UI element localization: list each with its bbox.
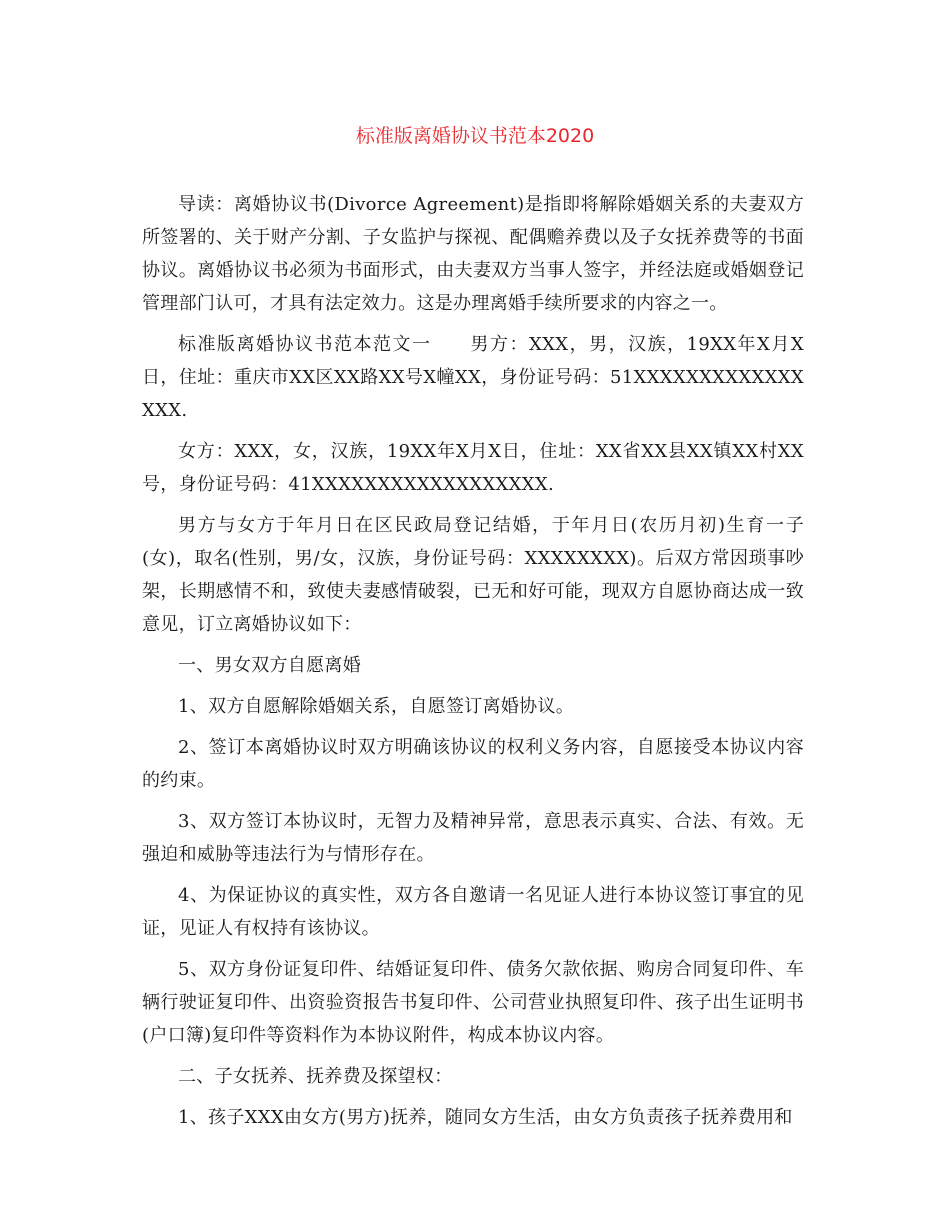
- section-heading-custody: 二、子女抚养、抚养费及探望权：: [178, 1066, 453, 1087]
- document-body: [142, 188, 804, 1142]
- clause-1-5: 5、双方身份证复印件、结婚证复印件、债务欠款依据、购房合同复印件、车辆行驶证复印件、出资验资报告书复印件、公司营业执照复印件、孩子出生证明书(户口簿)复印件等资料作为本协议附件，构成本协议内容。: [142, 959, 804, 1046]
- paragraph-male-party: 标准版离婚协议书范本范文一 男方：XXX，男，汉族，19XX年X月X日，住址：重庆市XX区XX路XX号X幢XX，身份证号码：51XXXXXXXXXXXXXXXX.: [142, 334, 804, 421]
- clause-1-1: 1、双方自愿解除婚姻关系，自愿签订离婚协议。: [178, 696, 575, 717]
- document-title: 标准版离婚协议书范本2020: [355, 125, 595, 147]
- clause-1-4: 4、为保证协议的真实性，双方各自邀请一名见证人进行本协议签订事宜的见证，见证人有权持有该协议。: [142, 885, 804, 939]
- paragraph-female-party: 女方：XXX，女，汉族，19XX年X月X日，住址：XX省XX县XX镇XX村XX号，身份证号码：41XXXXXXXXXXXXXXXXXX.: [142, 441, 804, 495]
- paragraph-background: 男方与女方于年月日在区民政局登记结婚，于年月日(农历月初)生育一子(女)，取名(性别，男/女，汉族，身份证号码：XXXXXXXX)。后双方常因琐事吵架，长期感情不和，致使夫妻感情破裂，已无和好可能，现双方自愿协商达成一致意见，订立离婚协议如下：: [142, 515, 804, 635]
- section-heading-divorce: 一、男女双方自愿离婚: [178, 655, 361, 676]
- clause-1-2: 2、签订本离婚协议时双方明确该协议的权利义务内容，自愿接受本协议内容的约束。: [142, 737, 804, 791]
- clause-1-3: 3、双方签订本协议时，无智力及精神异常，意思表示真实、合法、有效。无强迫和威胁等违法行为与情形存在。: [142, 811, 804, 865]
- paragraph-intro: 导读：离婚协议书(Divorce Agreement)是指即将解除婚姻关系的夫妻双方所签署的、关于财产分割、子女监护与探视、配偶赡养费以及子女抚养费等的书面协议。离婚协议书必须为书面形式，由夫妻双方当事人签字，并经法庭或婚姻登记管理部门认可，才具有法定效力。这是办理离婚手续所要求的内容之一。: [142, 194, 804, 314]
- clause-2-1: 1、孩子XXX由女方(男方)抚养，随同女方生活，由女方负责孩子抚养费用和: [178, 1107, 793, 1128]
